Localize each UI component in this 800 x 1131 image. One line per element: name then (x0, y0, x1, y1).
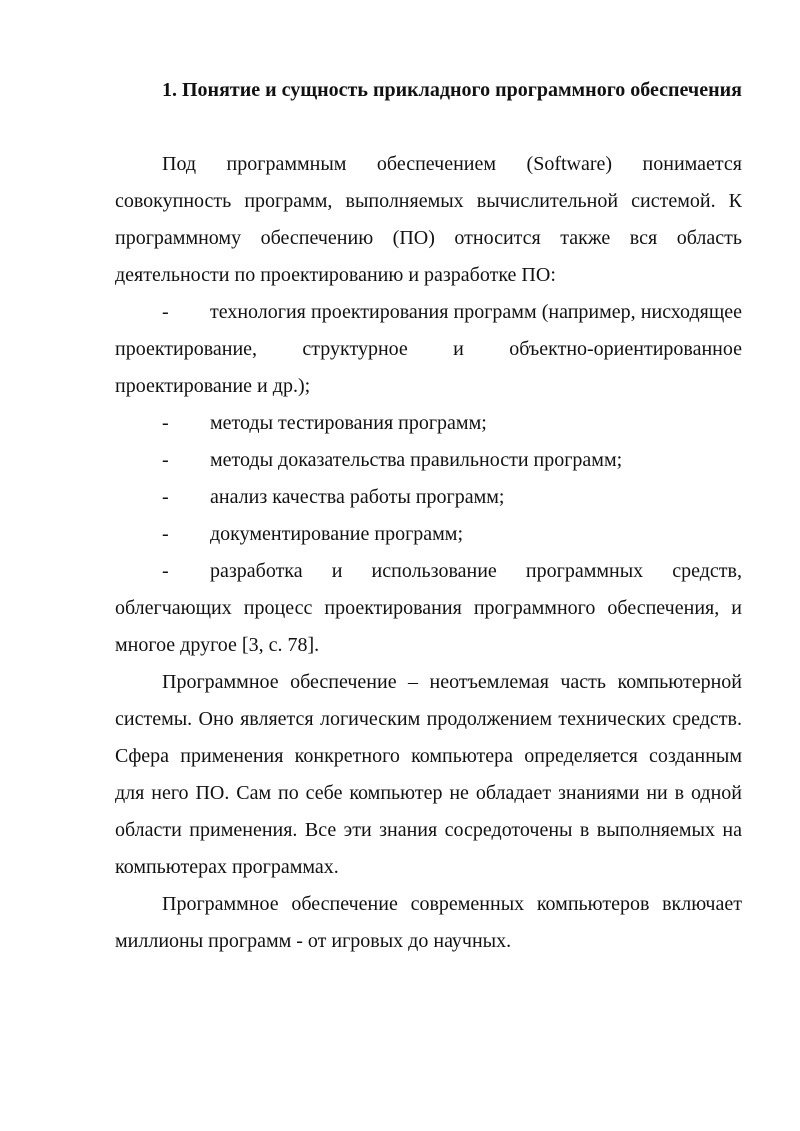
bullet-dash: - (162, 486, 169, 508)
bullet-list (115, 294, 742, 664)
list-item-text: документирование программ; (210, 523, 464, 545)
bullet-dash: - (162, 301, 169, 323)
body-paragraph: Программное обеспечение – неотъемлемая часть компьютерной системы. Оно является логическим продолжением технических средств. Сфера применения конкретного компьютера определяется созданным для него ПО. Сам по себе компьютер не обладает знаниями ни в одной области применения. Все эти знания сосредоточены в выполняемых на компьютерах программах. (115, 671, 742, 878)
bullet-dash: - (162, 412, 169, 434)
list-item (115, 479, 742, 516)
list-item (115, 442, 742, 479)
list-item-text: технология проектирования программ (например, нисходящее проектирование, структурное и объектно-ориентированное проектирование и др.); (115, 301, 742, 397)
list-item-text: методы доказательства правильности программ; (210, 449, 623, 471)
document-page (115, 72, 742, 960)
list-item-text: анализ качества работы программ; (210, 486, 505, 508)
bullet-dash: - (162, 523, 169, 545)
list-item-text: разработка и использование программных средств, облегчающих процесс проектирования программного обеспечения, и многое другое [3, с. 78]. (115, 560, 742, 656)
bullet-dash: - (162, 449, 169, 471)
section-heading: 1. Понятие и сущность прикладного программного обеспечения (162, 79, 742, 101)
list-item (115, 405, 742, 442)
bullet-dash: - (162, 560, 169, 582)
list-item-text: методы тестирования программ; (210, 412, 487, 434)
intro-paragraph: Под программным обеспечением (Software) понимается совокупность программ, выполняемых вычислительной системой. К программному обеспечению (ПО) относится также вся область деятельности по проектированию и разработке ПО: (115, 153, 742, 286)
list-item (115, 516, 742, 553)
list-item (115, 294, 742, 405)
body-paragraph: Программное обеспечение современных компьютеров включает миллионы программ - от игровых до научных. (115, 893, 742, 952)
list-item (115, 553, 742, 664)
